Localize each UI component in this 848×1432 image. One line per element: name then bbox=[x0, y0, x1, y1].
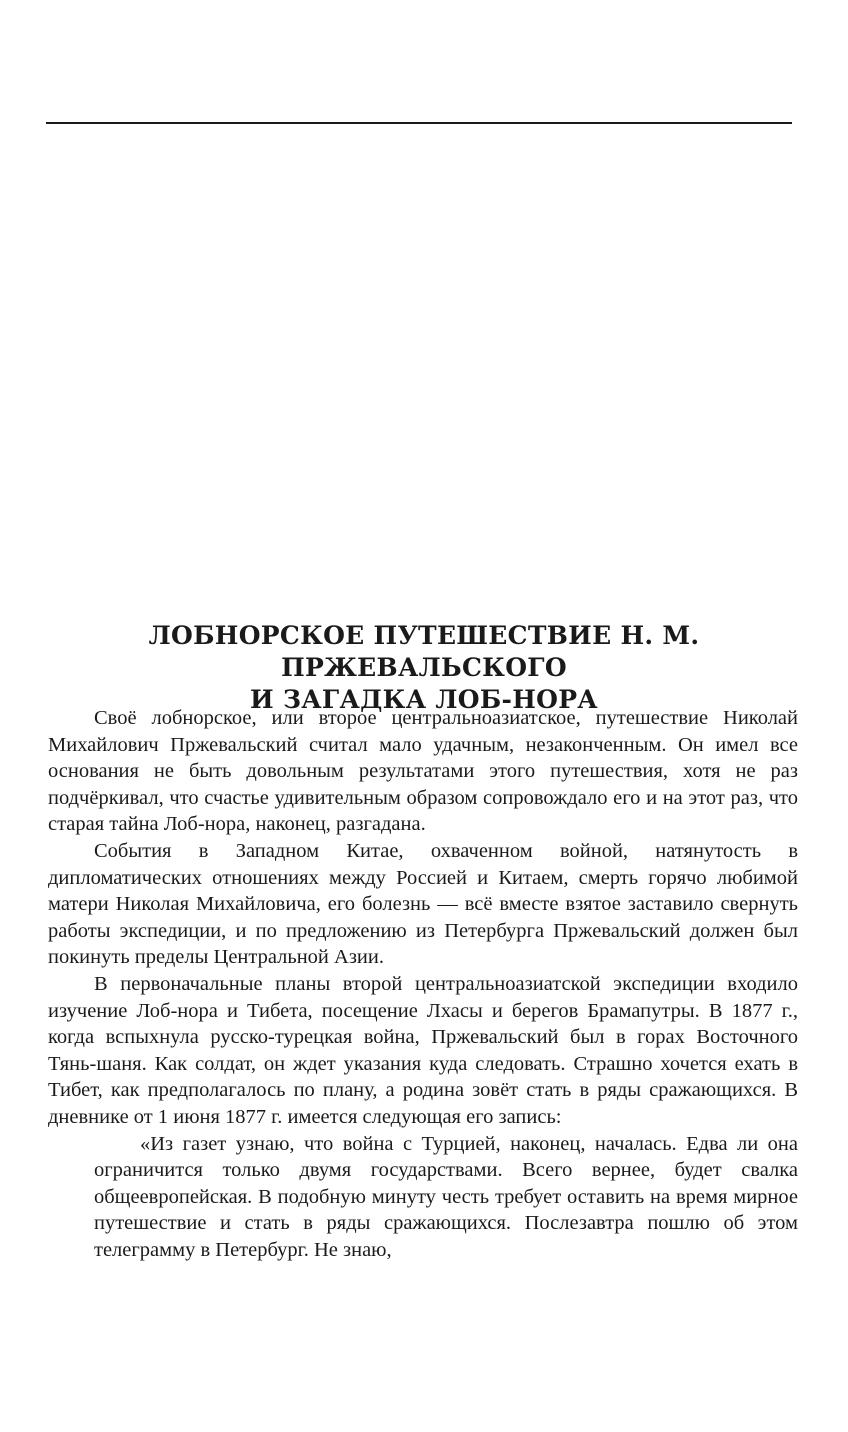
chapter-title bbox=[40, 620, 808, 716]
paragraph-2: События в Западном Китае, охваченном войной, натянутость в дипломатических отношениях между Россией и Китаем, смерть горячо любимой матери Николая Михайловича, его болезнь — всё вместе взятое заставило свернуть работы экспедиции, и по предложению из Петербурга Пржевальский должен был покинуть пределы Центральной Азии. bbox=[48, 839, 798, 969]
chapter-title-line-2: И ЗАГАДКА ЛОБ-НОРА bbox=[250, 685, 598, 714]
top-rule bbox=[46, 122, 792, 124]
paragraph-3: В первоначальные планы второй центральноазиатской экспедиции входило изучение Лоб-нора и Тибета, посещение Лхасы и берегов Брамапутры. В 1877 г., когда вспыхнула русско-турецкая война, Пржевальский был в горах Восточного Тянь-шаня. Как солдат, он ждет указания куда следовать. Страшно хочется ехать в Тибет, как предполагалось по плану, а родина зовёт стать в ряды сражающихся. В дневнике от 1 июня 1877 г. имеется следующая его запись: bbox=[48, 972, 798, 1128]
diary-quote: «Из газет узнаю, что война с Турцией, наконец, началась. Едва ли она ограничится только двумя государствами. Всего вернее, будет свалка общеевропейская. В подобную минуту честь требует оставить на время мирное путешествие и стать в ряды сражающихся. Послезавтра пошлю об этом телеграмму в Петербург. Не знаю, bbox=[94, 1132, 798, 1261]
body-text bbox=[48, 705, 798, 1263]
chapter-title-line-1: ЛОБНОРСКОЕ ПУТЕШЕСТВИЕ Н. М. ПРЖЕВАЛЬСКОГО bbox=[148, 621, 700, 682]
paragraph-1: Своё лобнорское, или второе центральноазиатское, путешествие Николай Михайлович Пржевальский считал мало удачным, незаконченным. Он имел все основания не быть довольным результатами этого путешествия, хотя не раз подчёркивал, что счастье удивительным образом сопровождало его и на этот раз, что старая тайна Лоб-нора, наконец, разгадана. bbox=[48, 707, 798, 836]
